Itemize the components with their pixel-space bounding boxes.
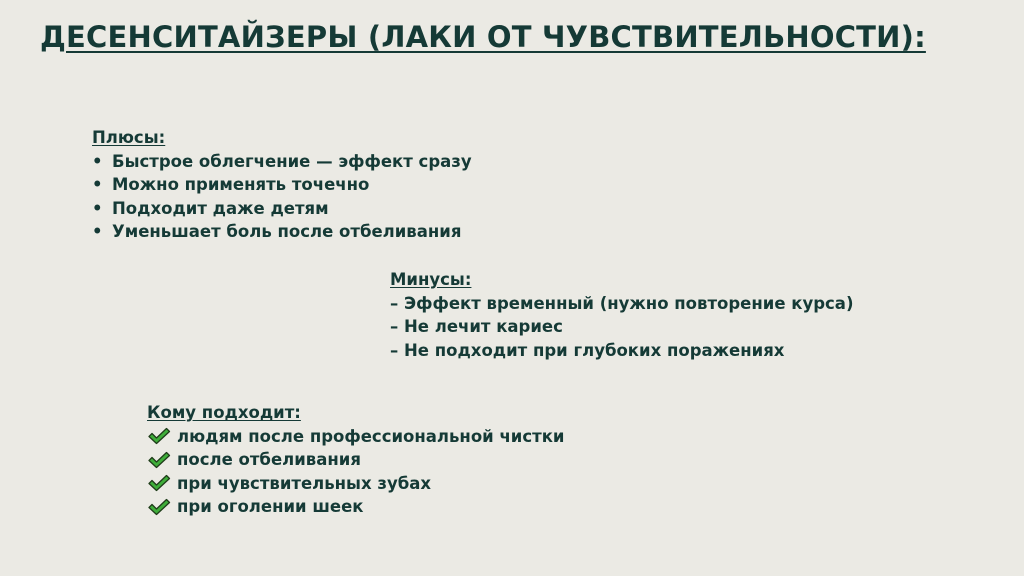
pros-item-text: Быстрое облегчение — эффект сразу — [112, 151, 472, 171]
bullet-icon: • — [92, 198, 103, 218]
cons-item: – Не лечит кариес — [390, 317, 563, 336]
pros-item — [92, 150, 472, 174]
checkmark-icon — [147, 474, 171, 492]
suitable-for-item — [147, 472, 564, 496]
pros-section — [92, 126, 472, 244]
pros-item — [92, 173, 472, 197]
cons-item: – Эффект временный (нужно повторение курса) — [390, 293, 854, 313]
suitable-for-section — [147, 401, 564, 519]
checkmark-icon — [147, 451, 171, 469]
cons-item: – Не подходит при глубоких поражениях — [390, 340, 785, 360]
pros-item — [92, 197, 472, 221]
suitable-for-item — [147, 495, 564, 519]
pros-item-text: Можно применять точечно — [112, 175, 370, 194]
pros-item-text: Уменьшает боль после отбеливания — [112, 222, 462, 241]
suitable-for-item — [147, 448, 564, 472]
checkmark-icon — [147, 498, 171, 516]
suitable-for-item-text: при чувствительных зубах — [177, 473, 432, 493]
bullet-icon: • — [92, 151, 103, 171]
bullet-icon: • — [92, 222, 103, 241]
pros-heading: Плюсы: — [92, 128, 166, 147]
suitable-for-heading: Кому подходит: — [147, 403, 301, 422]
checkmark-icon — [147, 427, 171, 445]
cons-heading: Минусы: — [390, 270, 472, 289]
bullet-icon: • — [92, 175, 103, 194]
suitable-for-item-text: после отбеливания — [177, 450, 361, 469]
pros-item-text: Подходит даже детям — [112, 198, 329, 218]
suitable-for-item — [147, 425, 564, 449]
pros-item — [92, 220, 472, 244]
cons-section — [390, 268, 853, 362]
suitable-for-item-text: при оголении шеек — [177, 497, 364, 516]
slide-title: ДЕСЕНСИТАЙЗЕРЫ (ЛАКИ ОТ ЧУВСТВИТЕЛЬНОСТИ): — [40, 20, 926, 54]
suitable-for-item-text: людям после профессиональной чистки — [177, 426, 565, 446]
